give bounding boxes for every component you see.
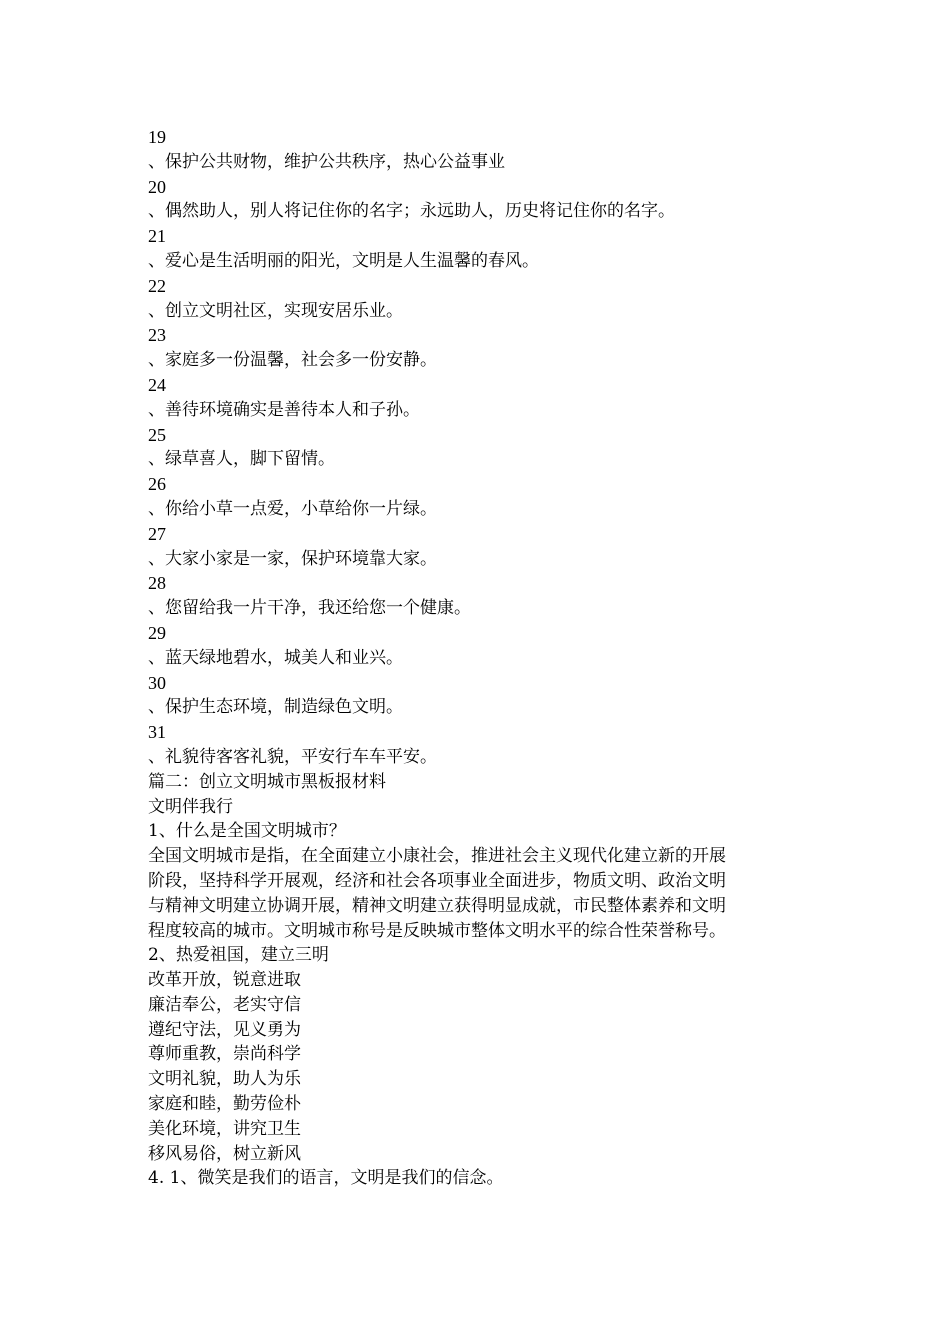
slogan-text: 、偶然助人，别人将记住你的名字；永远助人，历史将记住你的名字。 [148,201,675,222]
list-item: 文明礼貌，助人为乐 [148,1069,301,1090]
slogan-number: 26 [148,474,166,495]
question-heading: 4. 1、微笑是我们的语言，文明是我们的信念。 [148,1168,504,1189]
slogan-text: 、大家小家是一家，保护环境靠大家。 [148,548,437,569]
slogan-number: 19 [148,127,166,147]
slogan-text: 、保护公共财物，维护公共秩序，热心公益事业 [148,151,505,172]
question-heading: 2、热爱祖国，建立三明 [148,945,329,966]
slogan-text: 、您留给我一片干净，我还给您一个健康。 [148,598,471,619]
section-title: 篇二：创立文明城市黑板报材料 [148,771,386,792]
paragraph-line: 程度较高的城市。文明城市称号是反映城市整体文明水平的综合性荣誉称号。 [148,920,726,941]
paragraph-line: 阶段，坚持科学开展观，经济和社会各项事业全面进步，物质文明、政治文明 [148,870,726,891]
slogan-number: 31 [148,722,166,743]
slogan-number: 22 [148,275,166,296]
slogan-number: 29 [148,622,166,643]
list-item: 廉洁奉公，老实守信 [148,994,301,1015]
slogan-number: 24 [148,374,166,395]
slogan-number: 30 [148,672,166,693]
slogan-number: 28 [148,573,166,594]
slogan-text: 、善待环境确实是善待本人和子孙。 [148,399,420,420]
section-subtitle: 文明伴我行 [148,796,233,817]
slogan-number: 27 [148,523,166,544]
slogan-number: 25 [148,424,166,445]
document-page [148,125,808,1191]
slogan-number: 21 [148,226,166,247]
paragraph-line: 全国文明城市是指，在全面建立小康社会，推进社会主义现代化建立新的开展 [148,846,726,867]
slogan-text: 、家庭多一份温馨，社会多一份安静。 [148,350,437,371]
slogan-text: 、创立文明社区，实现安居乐业。 [148,300,403,321]
slogan-list [148,125,808,770]
slogan-number: 23 [148,325,166,346]
slogan-text: 、蓝天绿地碧水，城美人和业兴。 [148,647,403,668]
list-item: 尊师重教，崇尚科学 [148,1044,301,1065]
list-item: 美化环境，讲究卫生 [148,1118,301,1139]
slogan-number: 20 [148,176,166,197]
slogan-text: 、绿草喜人，脚下留情。 [148,449,335,470]
slogan-text: 、保护生态环境，制造绿色文明。 [148,697,403,718]
list-item: 家庭和睦，勤劳俭朴 [148,1094,301,1115]
list-item: 改革开放，锐意进取 [148,970,301,991]
slogan-text: 、你给小草一点爱，小草给你一片绿。 [148,498,437,519]
list-item: 遵纪守法，见义勇为 [148,1019,301,1040]
slogan-text: 、爱心是生活明丽的阳光，文明是人生温馨的春风。 [148,250,539,271]
question-heading: 1、什么是全国文明城市？ [148,821,346,842]
paragraph-line: 与精神文明建立协调开展，精神文明建立获得明显成就，市民整体素养和文明 [148,895,726,916]
section-two [148,770,808,1192]
slogan-text: 、礼貌待客客礼貌，平安行车车平安。 [148,746,437,767]
list-item: 移风易俗，树立新风 [148,1143,301,1164]
